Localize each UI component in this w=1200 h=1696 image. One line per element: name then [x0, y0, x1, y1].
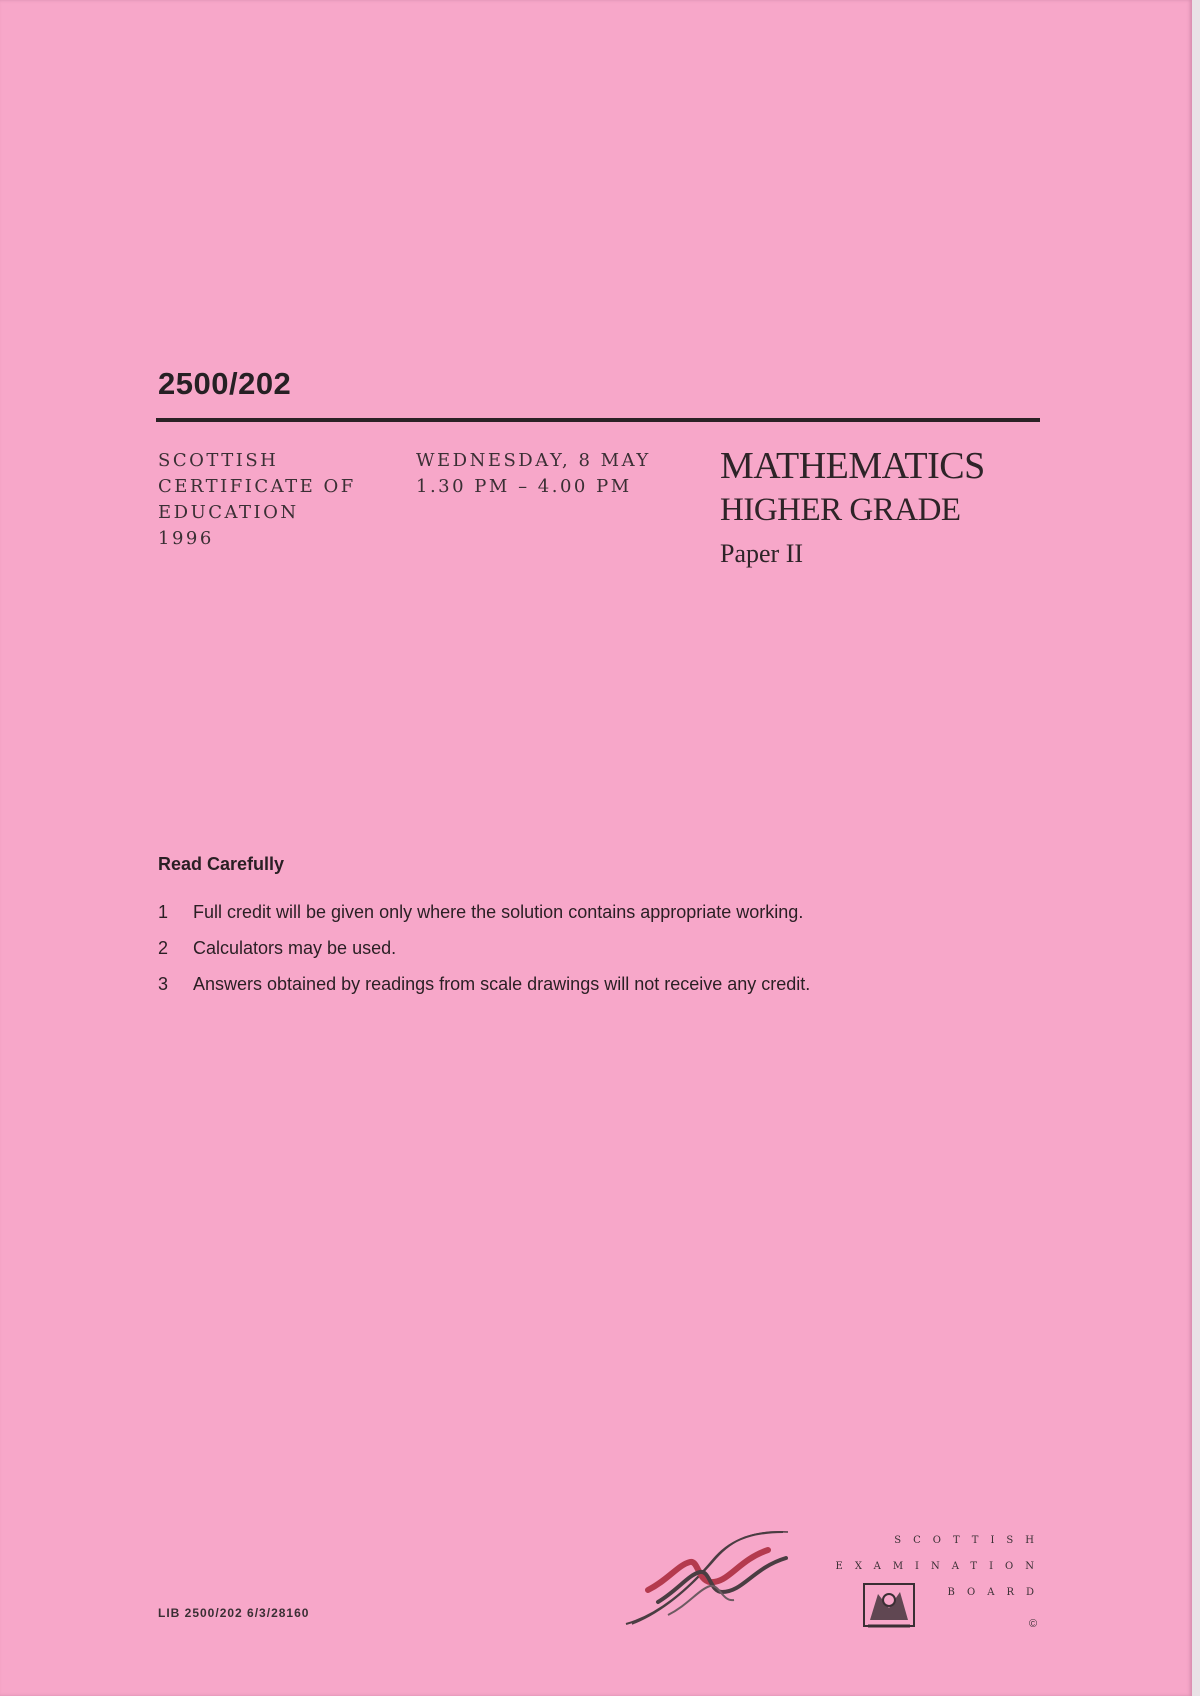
board-crest-icon [858, 1580, 920, 1632]
exam-year: 1996 [158, 528, 214, 549]
instruction-number: 3 [158, 974, 169, 994]
institution-block [158, 448, 356, 552]
paper-code: 2500/202 [158, 366, 292, 401]
instruction-number: 1 [158, 902, 169, 922]
exam-date-block [416, 448, 651, 500]
subject-title: MATHEMATICS [720, 445, 985, 487]
subject-grade: HIGHER GRADE [720, 492, 961, 528]
copyright-mark: © [1029, 1618, 1038, 1630]
board-name-line: SCOTTISH [894, 1535, 1046, 1546]
institution-line: SCOTTISH [158, 450, 279, 471]
footer-code: LIB 2500/202 6/3/28160 [158, 1606, 310, 1620]
board-name-line: EXAMINATION [835, 1561, 1046, 1572]
exam-time: 1.30 PM – 4.00 PM [416, 476, 632, 497]
swoosh-logo-icon [618, 1520, 798, 1630]
instructions-heading: Read Carefully [158, 854, 285, 874]
paper-number: Paper II [720, 539, 804, 568]
board-name [800, 1528, 1046, 1606]
instruction-number: 2 [158, 938, 169, 958]
board-name-line: BOARD [947, 1587, 1046, 1598]
exam-day: WEDNESDAY, 8 MAY [416, 450, 651, 471]
instruction-text: Calculators may be used. [193, 938, 397, 958]
instruction-text: Answers obtained by readings from scale drawings will not receive any credit. [193, 974, 811, 994]
instruction-text: Full credit will be given only where the solution contains appropriate working. [193, 902, 804, 922]
subject-block [720, 444, 985, 574]
institution-line: EDUCATION [158, 502, 299, 523]
header-rule [156, 418, 1040, 422]
institution-line: CERTIFICATE OF [158, 476, 356, 497]
